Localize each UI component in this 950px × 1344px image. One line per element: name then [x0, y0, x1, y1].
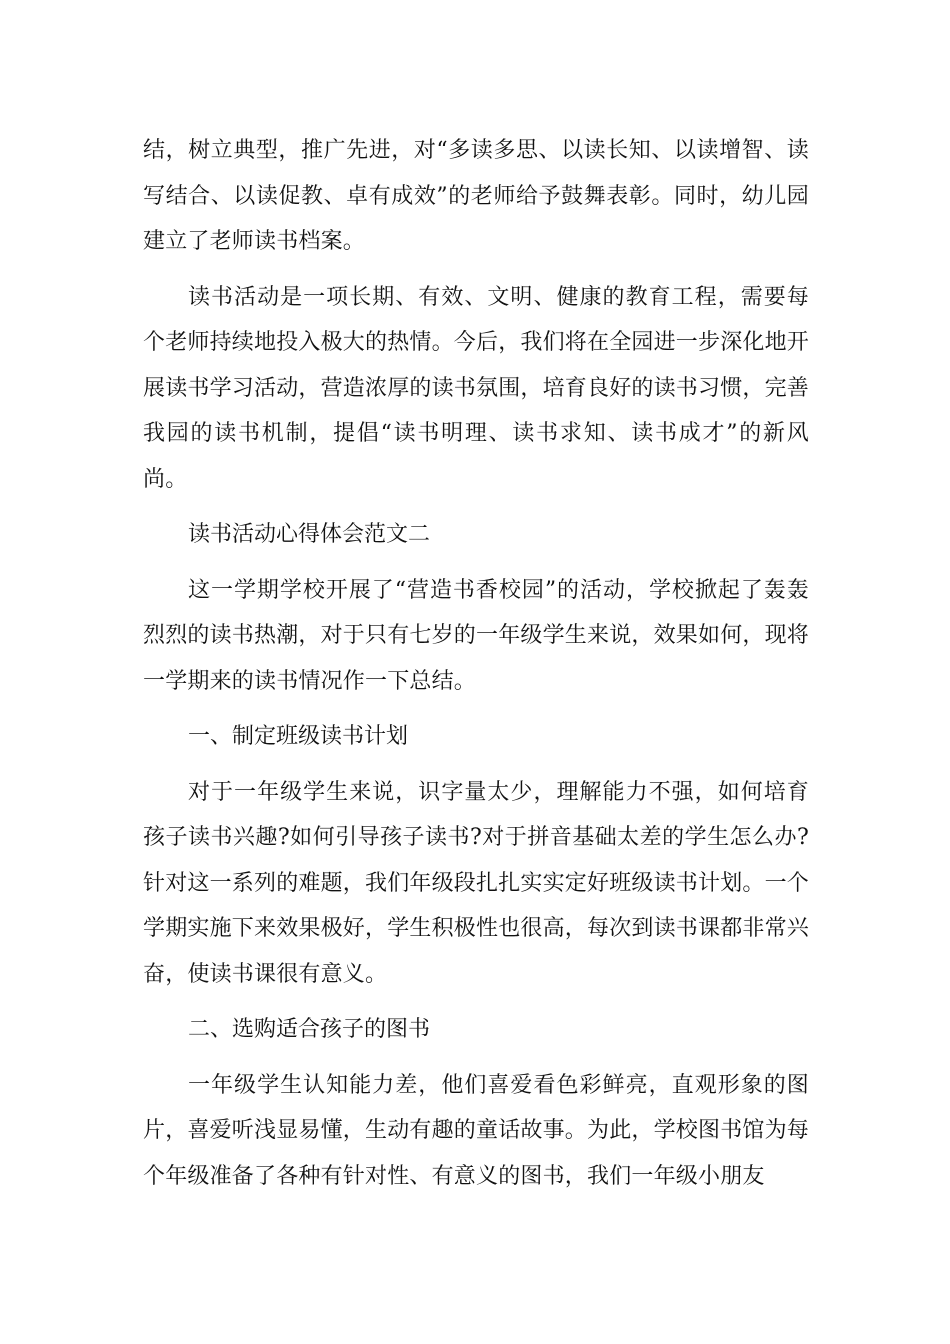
section-heading-book-selection: 二、选购适合孩子的图书	[188, 1017, 431, 1042]
section-heading-reading-plan: 一、制定班级读书计划	[188, 724, 409, 749]
document-body	[143, 128, 809, 1199]
paragraph-reading-plan: 对于一年级学生来说，识字量太少，理解能力不强，如何培育孩子读书兴趣?如何引导孩子读书?对于拼音基础太差的学生怎么办?针对这一系列的难题，我们年级段扎扎实实定好班级读书计划。一个学期实施下来效果极好，学生积极性也很高，每次到读书课都非常兴奋，使读书课很有意义。	[143, 779, 810, 987]
paragraph-semester-intro: 这一学期学校开展了“营造书香校园”的活动，学校掀起了轰轰烈烈的读书热潮，对于只有七岁的一年级学生来说，效果如何，现将一学期来的读书情况作一下总结。	[143, 577, 810, 694]
paragraph-reading-archive: 结，树立典型，推广先进，对“多读多思、以读长知、以读增智、读写结合、以读促教、卓有成效”的老师给予鼓舞表彰。同时，幼儿园建立了老师读书档案。	[143, 138, 809, 254]
paragraph-reading-activity-outlook: 读书活动是一项长期、有效、文明、健康的教育工程，需要每个老师持续地投入极大的热情。今后，我们将在全园进一步深化地开展读书学习活动，营造浓厚的读书氛围，培育良好的读书习惯，完善我园的读书机制，提倡“读书明理、读书求知、读书成才”的新风尚。	[143, 284, 810, 492]
section-heading-sample-two: 读书活动心得体会范文二	[188, 522, 431, 547]
paragraph-book-selection: 一年级学生认知能力差，他们喜爱看色彩鲜亮，直观形象的图片，喜爱听浅显易懂，生动有趣的童话故事。为此，学校图书馆为每个年级准备了各种有针对性、有意义的图书，我们一年级小朋友	[143, 1072, 810, 1189]
